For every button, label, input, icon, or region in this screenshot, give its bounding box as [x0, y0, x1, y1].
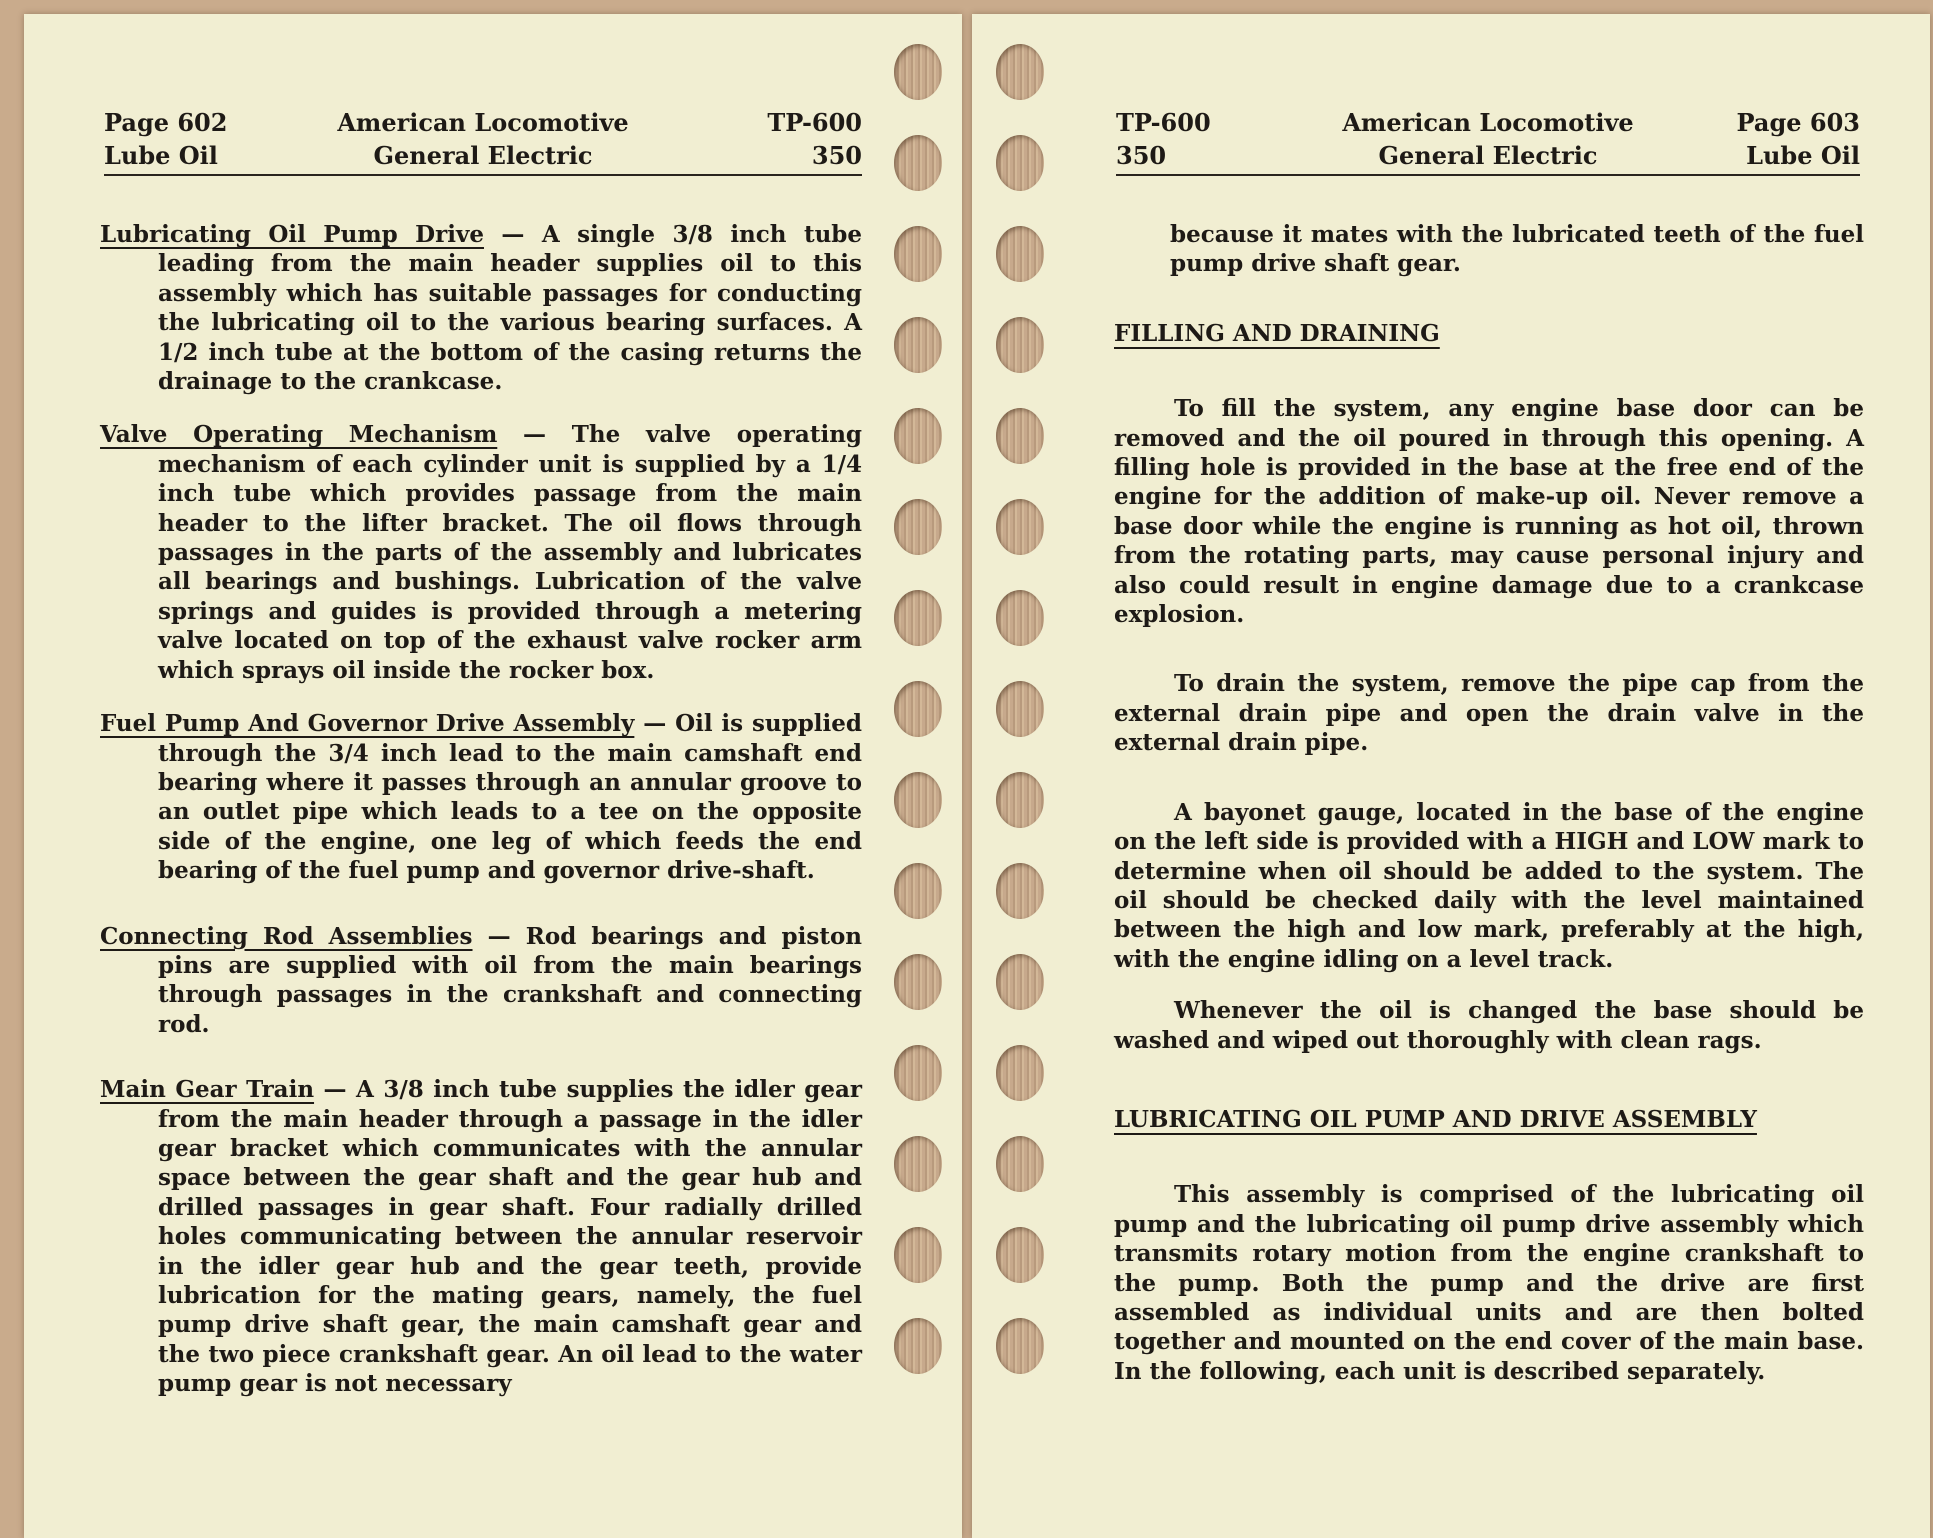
- binder-hole-left: [894, 1227, 942, 1283]
- binder-hole-left: [894, 44, 942, 100]
- binder-hole-left: [894, 408, 942, 464]
- section-name: Lube Oil: [104, 141, 218, 170]
- binder-hole-left: [894, 681, 942, 737]
- entry-text: — A 3/8 inch tube supplies the idler gear from the main header through a passage in the idler gear bracket which communicates with the annular space between the gear shaft and the gear hub and drilled passages in gear shaft. Four radially drilled holes communicating between the annular reservoir in the idler gear hub and the gear teeth, provide lubrication for the mating gears, namely, the fuel pump drive shaft gear, the main camshaft gear and the two piece crankshaft gear. An oil lead to the water pump gear is not necessary: [158, 1076, 862, 1398]
- document-id: TP-600: [1116, 108, 1211, 137]
- heading-filling-draining: FILLING AND DRAINING: [1114, 319, 1440, 347]
- entry-title: Connecting Rod Assemblies: [100, 922, 473, 950]
- entry-fuel-pump-governor-drive: [100, 709, 862, 885]
- binder-hole-left: [894, 226, 942, 282]
- binder-hole-left: [894, 1318, 942, 1374]
- paragraph-pump-assembly: This assembly is comprised of the lubricating oil pump and the lubricating oil pump drive assembly which transmits rotary motion from the engine crankshaft to the pump. Both the pump and the drive are first assembled as individual units and are then bolted together and mounted on the end cover of the main base. In the following, each unit is described separately.: [1114, 1181, 1864, 1385]
- binder-hole-right: [996, 226, 1044, 282]
- company-name-2: General Electric: [373, 141, 593, 170]
- heading-pump-drive-assembly: LUBRICATING OIL PUMP AND DRIVE ASSEMBLY: [1114, 1105, 1757, 1133]
- binder-hole-right: [996, 772, 1044, 828]
- binder-hole-right: [996, 681, 1044, 737]
- binder-hole-right: [996, 590, 1044, 646]
- entry-connecting-rod-assemblies: [100, 922, 862, 1040]
- entry-text: — Oil is supplied through the 3/4 inch lead to the main camshaft end bearing where it passes through an annular groove to an outlet pipe which leads to a tee on the opposite side of the engine, one leg of which feeds the end bearing of the fuel pump and governor drive-shaft.: [158, 710, 862, 885]
- binder-hole-left: [894, 1045, 942, 1101]
- entry-lubricating-oil-pump-drive: [100, 220, 862, 396]
- paragraph-bayonet-gauge: A bayonet gauge, located in the base of the engine on the left side is provided with a HIGH and LOW mark to determine when oil should be added to the system. The oil should be checked daily with the level maintained between the high and low mark, preferably at the high, with the engine idling on a level track.: [1114, 798, 1864, 973]
- binder-hole-left: [894, 954, 942, 1010]
- binder-hole-left: [894, 772, 942, 828]
- binder-hole-right: [996, 1136, 1044, 1192]
- left-page-header: [104, 106, 862, 176]
- document-id: TP-600: [767, 108, 862, 137]
- company-name: American Locomotive: [337, 108, 629, 137]
- binder-hole-right: [996, 317, 1044, 373]
- entry-text: — The valve operating mechanism of each cylinder unit is supplied by a 1/4 inch tube which provides passage from the main header to the lifter bracket. The oil flows through passages in the parts of the assembly and lubricates all bearings and bushings. Lubrication of the valve springs and guides is provided through a metering valve located on top of the exhaust valve rocker arm which sprays oil inside the rocker box.: [158, 421, 862, 684]
- binder-hole-right: [996, 1045, 1044, 1101]
- left-page-body: [100, 220, 862, 1423]
- company-name: American Locomotive: [1342, 108, 1634, 137]
- binder-hole-right: [996, 1318, 1044, 1374]
- binder-hole-right: [996, 863, 1044, 919]
- binder-hole-right: [996, 1227, 1044, 1283]
- binder-hole-right: [996, 44, 1044, 100]
- binder-hole-left: [894, 317, 942, 373]
- binder-hole-left: [894, 135, 942, 191]
- right-page: [972, 14, 1930, 1538]
- entry-text: — Rod bearings and piston pins are supplied with oil from the main bearings through passages in the crankshaft and connecting rod.: [158, 922, 863, 1038]
- paragraph-oil-change: Whenever the oil is changed the base should be washed and wiped out thoroughly with clean rags.: [1114, 997, 1864, 1054]
- binder-hole-right: [996, 499, 1044, 555]
- page-number: Page 603: [1736, 108, 1860, 137]
- document-number: 350: [811, 141, 862, 170]
- binder-hole-right: [996, 135, 1044, 191]
- continuation-text: because it mates with the lubricated teeth of the fuel pump drive shaft gear.: [1170, 221, 1864, 278]
- binder-hole-left: [894, 590, 942, 646]
- entry-title: Main Gear Train: [100, 1076, 315, 1104]
- document-number: 350: [1116, 141, 1167, 170]
- company-name-2: General Electric: [1378, 141, 1598, 170]
- entry-title: Valve Operating Mechanism: [100, 421, 498, 449]
- page-number: Page 602: [104, 108, 228, 137]
- entry-text: — A single 3/8 inch tube leading from the main header supplies oil to this assembly which has suitable passages for conducting the lubricating oil to the various bearing surfaces. A 1/2 inch tube at the bottom of the casing returns the drainage to the crankcase.: [158, 221, 863, 396]
- binder-hole-right: [996, 954, 1044, 1010]
- binder-hole-left: [894, 1136, 942, 1192]
- left-page: [24, 14, 962, 1538]
- binder-hole-right: [996, 408, 1044, 464]
- binder-hole-left: [894, 863, 942, 919]
- entry-title: Fuel Pump And Governor Drive Assembly: [100, 710, 635, 738]
- binder-hole-left: [894, 499, 942, 555]
- right-page-body: [1114, 220, 1864, 1386]
- section-name: Lube Oil: [1746, 141, 1860, 170]
- entry-valve-operating-mechanism: [100, 420, 862, 685]
- entry-main-gear-train: [100, 1075, 862, 1398]
- entry-title: Lubricating Oil Pump Drive: [100, 221, 484, 248]
- right-page-header: [1116, 106, 1860, 176]
- paragraph-draining: To drain the system, remove the pipe cap from the external drain pipe and open the drain valve in the external drain pipe.: [1114, 670, 1864, 757]
- paragraph-filling: To fill the system, any engine base door can be removed and the oil poured in through this opening. A filling hole is provided in the base at the free end of the engine for the addition of make-up oil. Never remove a base door while the engine is running as hot oil, thrown from the rotating parts, may cause personal injury and also could result in engine damage due to a crankcase explosion.: [1114, 395, 1864, 629]
